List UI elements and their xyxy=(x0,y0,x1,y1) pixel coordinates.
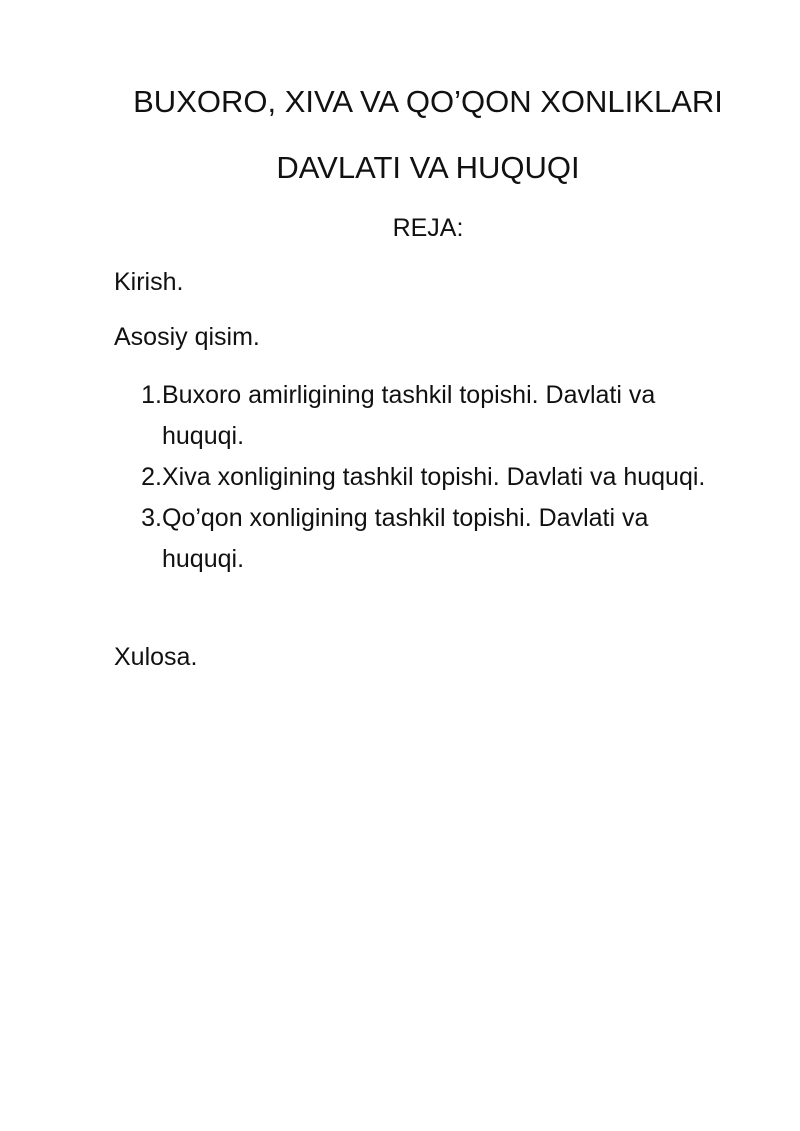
plan-list-item xyxy=(114,457,714,498)
list-item-number: 3. xyxy=(141,504,162,532)
plan-heading: REJA: xyxy=(392,214,464,242)
list-item-text: Buxoro amirligining tashkil topishi. Davlati va huquqi. xyxy=(162,381,656,450)
plan-list xyxy=(114,375,714,580)
plan-list-item xyxy=(114,498,714,580)
conclusion-paragraph: Xulosa. xyxy=(114,643,198,671)
list-item-number: 2. xyxy=(141,463,162,491)
list-item-text: Xiva xonligining tashkil topishi. Davlati va huquqi. xyxy=(162,463,706,491)
main-part-paragraph: Asosiy qisim. xyxy=(114,323,260,351)
list-item-text: Qo’qon xonligining tashkil topishi. Davlati va huquqi. xyxy=(162,504,649,573)
document-title-line-2: DAVLATI VA HUQUQI xyxy=(276,150,580,185)
intro-paragraph: Kirish. xyxy=(114,268,184,296)
list-item-number: 1. xyxy=(141,381,162,409)
document-title-line-1: BUXORO, XIVA VA QO’QON XONLIKLARI xyxy=(133,84,723,119)
plan-list-item xyxy=(114,375,714,457)
